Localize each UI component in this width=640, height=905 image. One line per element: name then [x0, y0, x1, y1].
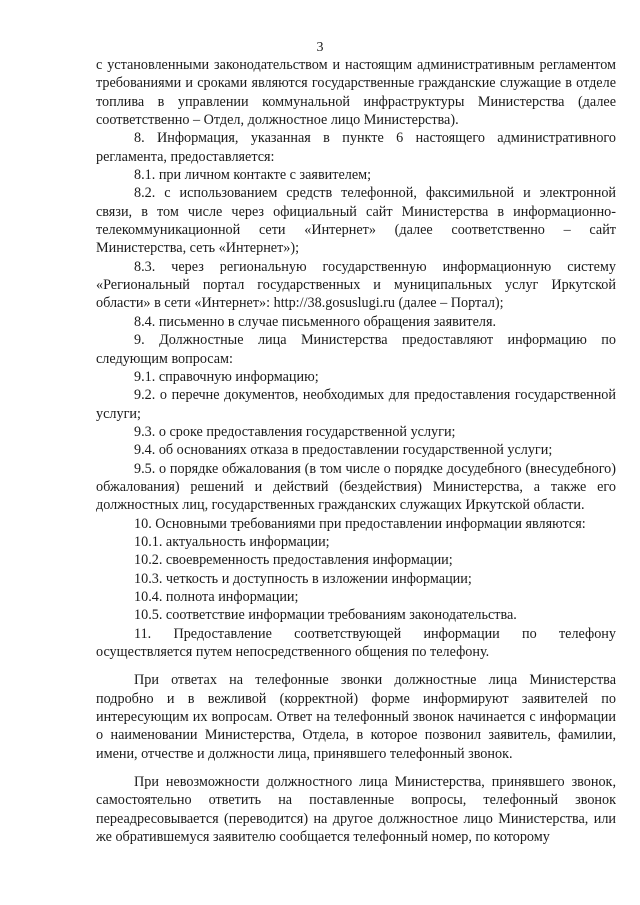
- paragraph-phone-redirect: При невозможности должностного лица Министерства, принявшего звонок, самостоятельно ответить на поставленные вопросы, телефонный звонок переадресовывается (переводится) на другое должностное лицо Министерства, или же обратившемуся заявителю сообщается телефонный номер, по которому: [96, 774, 616, 846]
- paragraph-item-9-3: 9.3. о сроке предоставления государственной услуги;: [134, 423, 456, 440]
- paragraph-item-9: 9. Должностные лица Министерства предоставляют информацию по следующим вопросам:: [96, 332, 616, 367]
- paragraph-item-10-2: 10.2. своевременность предоставления информации;: [134, 552, 453, 569]
- paragraph-item-8: 8. Информация, указанная в пункте 6 настоящего административного регламента, предоставляется:: [96, 130, 616, 165]
- page-number: 3: [316, 40, 324, 55]
- paragraph-item-9-1: 9.1. справочную информацию;: [134, 368, 319, 385]
- paragraph-item-9-2: 9.2. о перечне документов, необходимых для предоставления государственной услуги;: [96, 387, 616, 422]
- document-body: [96, 56, 616, 846]
- paragraph-item-8-4: 8.4. письменно в случае письменного обращения заявителя.: [134, 313, 497, 330]
- paragraph-item-9-4: 9.4. об основаниях отказа в предоставлении государственной услуги;: [134, 442, 553, 459]
- paragraph-item-10-4: 10.4. полнота информации;: [134, 588, 299, 605]
- paragraph-item-10-3: 10.3. четкость и доступность в изложении информации;: [134, 570, 472, 587]
- paragraph-item-8-1: 8.1. при личном контакте с заявителем;: [134, 167, 372, 184]
- paragraph-continuation: с установленными законодательством и настоящим административным регламентом требованиями и сроками являются государственные гражданские служащие в отделе топлива в управлении коммунальной инфраструктуры Министерства (далее соответственно – Отдел, должностное лицо Министерства).: [96, 57, 616, 129]
- paragraph-item-11: 11. Предоставление соответствующей информации по телефону осуществляется путем непосредственного общения по телефону.: [96, 625, 616, 660]
- paragraph-item-8-2: 8.2. с использованием средств телефонной, факсимильной и электронной связи, в том числе через официальный сайт Министерства в информационно-телекоммуникационной сети «Интернет» (далее соответственно – сайт Министерства, сеть «Интернет»);: [96, 185, 616, 257]
- paragraph-item-9-5: 9.5. о порядке обжалования (в том числе о порядке досудебного (внесудебного) обжалования) решений и действий (бездействия) Министерства, а также его должностных лиц, государственных гражданских служащих Иркутской области.: [96, 460, 616, 514]
- paragraph-item-10: 10. Основными требованиями при предоставлении информации являются:: [134, 515, 586, 532]
- paragraph-item-10-5: 10.5. соответствие информации требованиям законодательства.: [134, 607, 517, 624]
- paragraph-item-8-3: 8.3. через региональную государственную информационную систему «Региональный портал государственных и муниципальных услуг Иркутской области» в сети «Интернет»: http://38.gosuslugi.ru (далее – Портал);: [96, 258, 616, 312]
- paragraph-phone-answers: При ответах на телефонные звонки должностные лица Министерства подробно и в вежливой (корректной) форме информируют заявителей по интересующим их вопросам. Ответ на телефонный звонок начинается с информации о наименовании Министерства, Отдела, в которое позвонил заявитель, фамилии, имени, отчестве и должности лица, принявшего телефонный звонок.: [96, 672, 616, 762]
- paragraph-item-10-1: 10.1. актуальность информации;: [134, 533, 330, 550]
